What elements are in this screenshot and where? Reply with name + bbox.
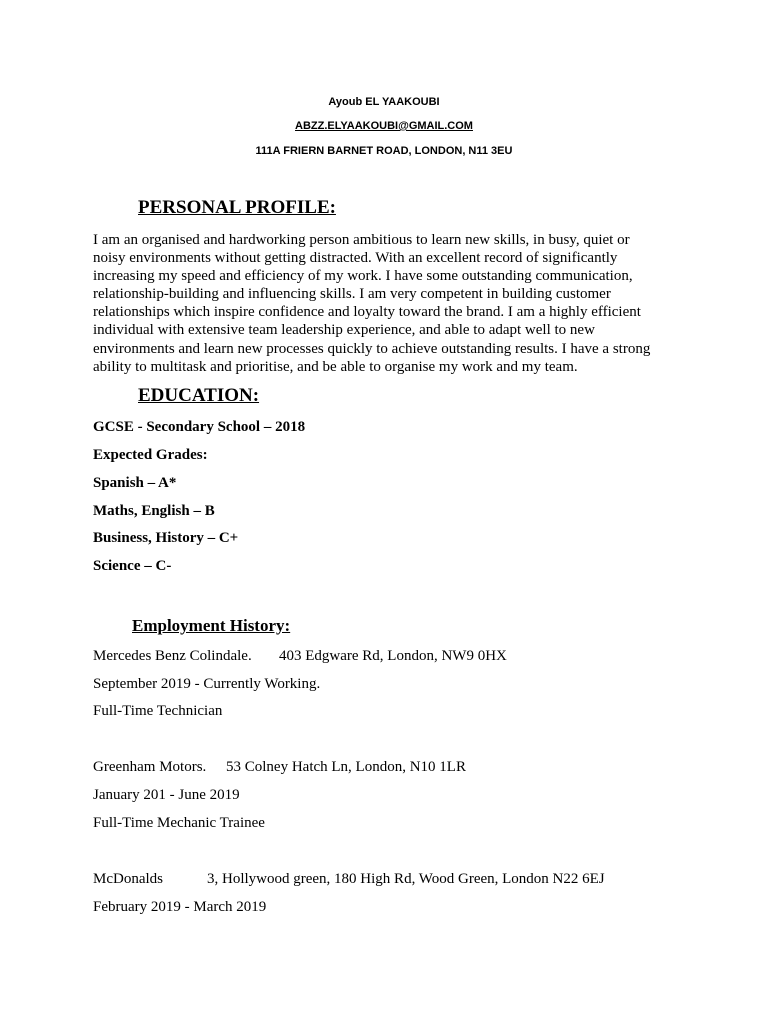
job-address: 53 Colney Hatch Ln, London, N10 1LR — [226, 759, 466, 775]
job-employer: McDonalds — [93, 871, 163, 887]
job-dates: September 2019 - Currently Working. — [93, 676, 321, 692]
education-grade-item: Maths, English – B — [93, 503, 215, 519]
job-employer: Greenham Motors. — [93, 759, 207, 775]
education-grade-item: Business, History – C+ — [93, 530, 239, 546]
job-role: Full-Time Mechanic Trainee — [93, 815, 265, 831]
home-address: 111A FRIERN BARNET ROAD, LONDON, N11 3EU — [255, 145, 513, 157]
education-qualification: GCSE - Secondary School – 2018 — [93, 419, 306, 435]
profile-line: environments and learn new processes quickly to achieve outstanding results. I have a strong — [93, 340, 651, 357]
job-address: 3, Hollywood green, 180 High Rd, Wood Green, London N22 6EJ — [207, 871, 605, 887]
profile-line: increasing my speed and efficiency of my work. I have some outstanding communication, — [93, 268, 633, 285]
job-address: 403 Edgware Rd, London, NW9 0HX — [279, 648, 507, 664]
profile-line: I am an organised and hardworking person ambitious to learn new skills, in busy, quiet or — [93, 232, 630, 248]
employment-history-heading: Employment History: — [132, 616, 291, 635]
profile-line: relationships which inspire confidence and loyalty toward the brand. I am a highly efficient — [93, 304, 641, 321]
job-role: Full-Time Technician — [93, 703, 223, 719]
email-link[interactable]: ABZZ.ELYAAKOUBI@GMAIL.COM — [295, 120, 473, 132]
education-grade-item: Science – C- — [93, 558, 172, 574]
profile-line: noisy environments without getting distracted. With an excellent record of significantly — [93, 250, 618, 267]
job-dates: January 201 - June 2019 — [93, 787, 240, 803]
personal-profile-heading: PERSONAL PROFILE: — [138, 197, 336, 218]
education-grade-item: Spanish – A* — [93, 475, 177, 491]
job-dates: February 2019 - March 2019 — [93, 899, 267, 915]
profile-line: relationship-building and influencing skills. I am very competent in building customer — [93, 286, 611, 303]
profile-line: individual with extensive team leadership experience, and able to adapt well to new — [93, 322, 595, 339]
profile-line: ability to multitask and prioritise, and be able to organise my work and my team. — [93, 358, 578, 375]
candidate-name: Ayoub EL YAAKOUBI — [328, 96, 440, 108]
education-grades-label: Expected Grades: — [93, 447, 208, 463]
email-line — [0, 120, 768, 132]
education-heading: EDUCATION: — [138, 385, 260, 406]
job-employer: Mercedes Benz Colindale. — [93, 648, 252, 664]
personal-profile-text — [93, 231, 677, 376]
